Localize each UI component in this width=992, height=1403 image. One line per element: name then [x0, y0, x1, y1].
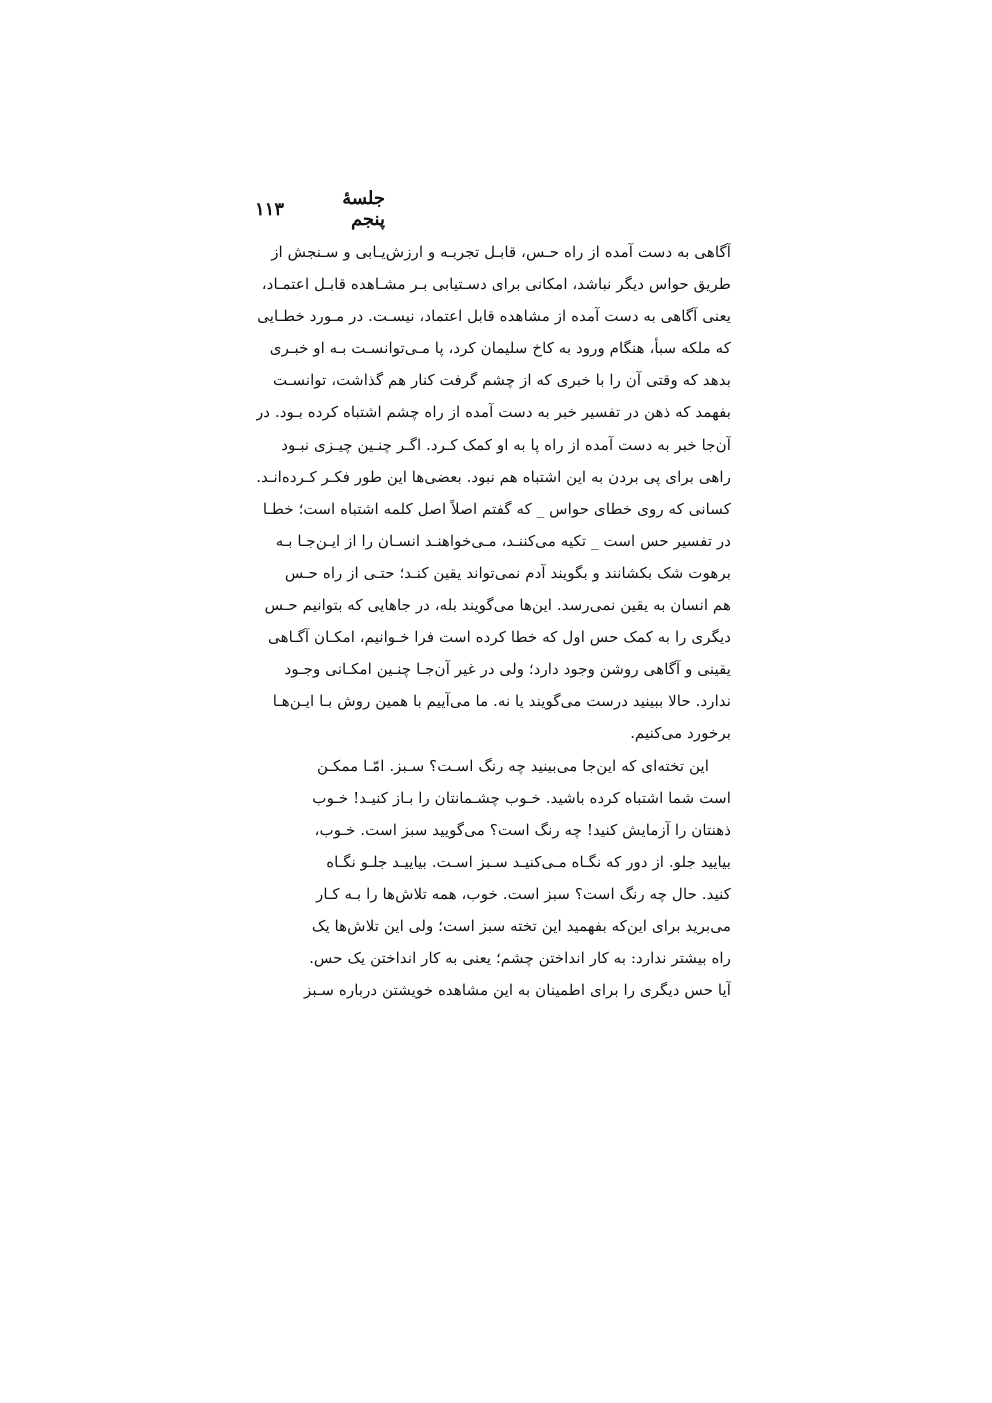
chapter-title: جلسهٔ پنجم: [342, 188, 385, 230]
paragraph-2: [256, 750, 731, 1007]
text-line: این تخته‌ای که این‌جا می‌بینید چه رنگ اسـت؟ سـبز. امّـا ممکـن: [316, 756, 709, 775]
text-line: بفهمد که ذهن در تفسیر خبر به دست آمده از راه چشم اشتباه کرده بـود. در: [256, 403, 731, 422]
text-line: کنید. حال چه رنگ است؟ سبز است. خوب، همه تلاش‌ها را بـه کـار: [315, 884, 731, 903]
text-line: طریق حواس دیگر نباشد، امکانی برای دسـتیابی بـر مشـاهده قابـل اعتمـاد،: [261, 275, 731, 294]
text-line: یقینی و آگاهی روشن وجود دارد؛ ولی در غیر آن‌جـا چنـین امکـانی وجـود: [284, 660, 731, 679]
text-line: بیایید جلو. از دور که نگـاه مـی‌کنیـد سـبز اسـت. بیاییـد جلـو نگـاه: [326, 852, 731, 871]
text-line: در تفسیر حس است _ تکیه می‌کننـد، مـی‌خواهنـد انسـان را از ایـن‌جـا بـه: [275, 531, 731, 550]
text-line: دیگری را به کمک حس اول که خطا کرده است فرا خـوانیم، امکـان آگـاهی: [267, 628, 731, 647]
text-line: برخورد می‌کنیم.: [630, 724, 731, 743]
text-line: هم انسان به یقین نمی‌رسد. این‌ها می‌گویند بله، در جاهایی که بتوانیم حـس: [264, 596, 731, 615]
text-line: آن‌جا خبر به دست آمده از راه پا به او کمک کـرد. اگـر چنـین چیـزی نبـود: [281, 435, 731, 454]
text-line: ندارد. حالا ببینید درست می‌گویند یا نه. ما می‌آییم با همین روش بـا ایـن‌هـا: [272, 692, 731, 711]
page-number: ۱۱۳: [255, 198, 285, 220]
text-line: آیا حس دیگری را برای اطمینان به این مشاهده خویشتن درباره سـبز: [303, 981, 731, 1000]
running-head: [255, 188, 385, 230]
paragraph-1: [256, 236, 731, 750]
text-line: می‌برید برای این‌که بفهمید این تخته سبز است؛ ولی این تلاش‌ها یک: [311, 916, 731, 935]
text-line: بدهد که وقتی آن را با خبری که از چشم گرفت کنار هم گذاشت، توانسـت: [272, 371, 731, 390]
text-line: کسانی که روی خطای حواس _ که گفتم اصلاً اصل کلمه اشتباه است؛ خطـا: [262, 499, 731, 518]
body-text: [256, 236, 731, 1006]
text-line: ذهنتان را آزمایش کنید! چه رنگ است؟ می‌گویید سبز است. خـوب،: [314, 820, 731, 839]
text-line: راهی برای پی بردن به این اشتباه هم نبود. بعضی‌ها این طور فکـر کـرده‌انـد.: [256, 467, 731, 486]
text-line: یعنی آگاهی به دست آمده از مشاهده قابل اعتماد، نیسـت. در مـورد خطـایی: [257, 307, 731, 326]
text-line: که ملکه سبأ، هنگام ورود به کاخ سلیمان کرد، پا مـی‌توانسـت بـه او خبـری: [269, 339, 731, 358]
text-line: برهوت شک بکشانند و بگویند آدم نمی‌تواند یقین کنـد؛ حتـی از راه حـس: [284, 563, 731, 582]
text-line: است شما اشتباه کرده باشید. خـوب چشـمانتان را بـاز کنیـد! خـوب: [312, 788, 731, 807]
text-line: آگاهی به دست آمده از راه حـس، قابـل تجربـه و ارزش‌یـابی و سـنجش از: [271, 243, 731, 261]
text-line: راه بیشتر ندارد: به کار انداختن چشم؛ یعنی به کار انداختن یک حس.: [309, 949, 731, 968]
